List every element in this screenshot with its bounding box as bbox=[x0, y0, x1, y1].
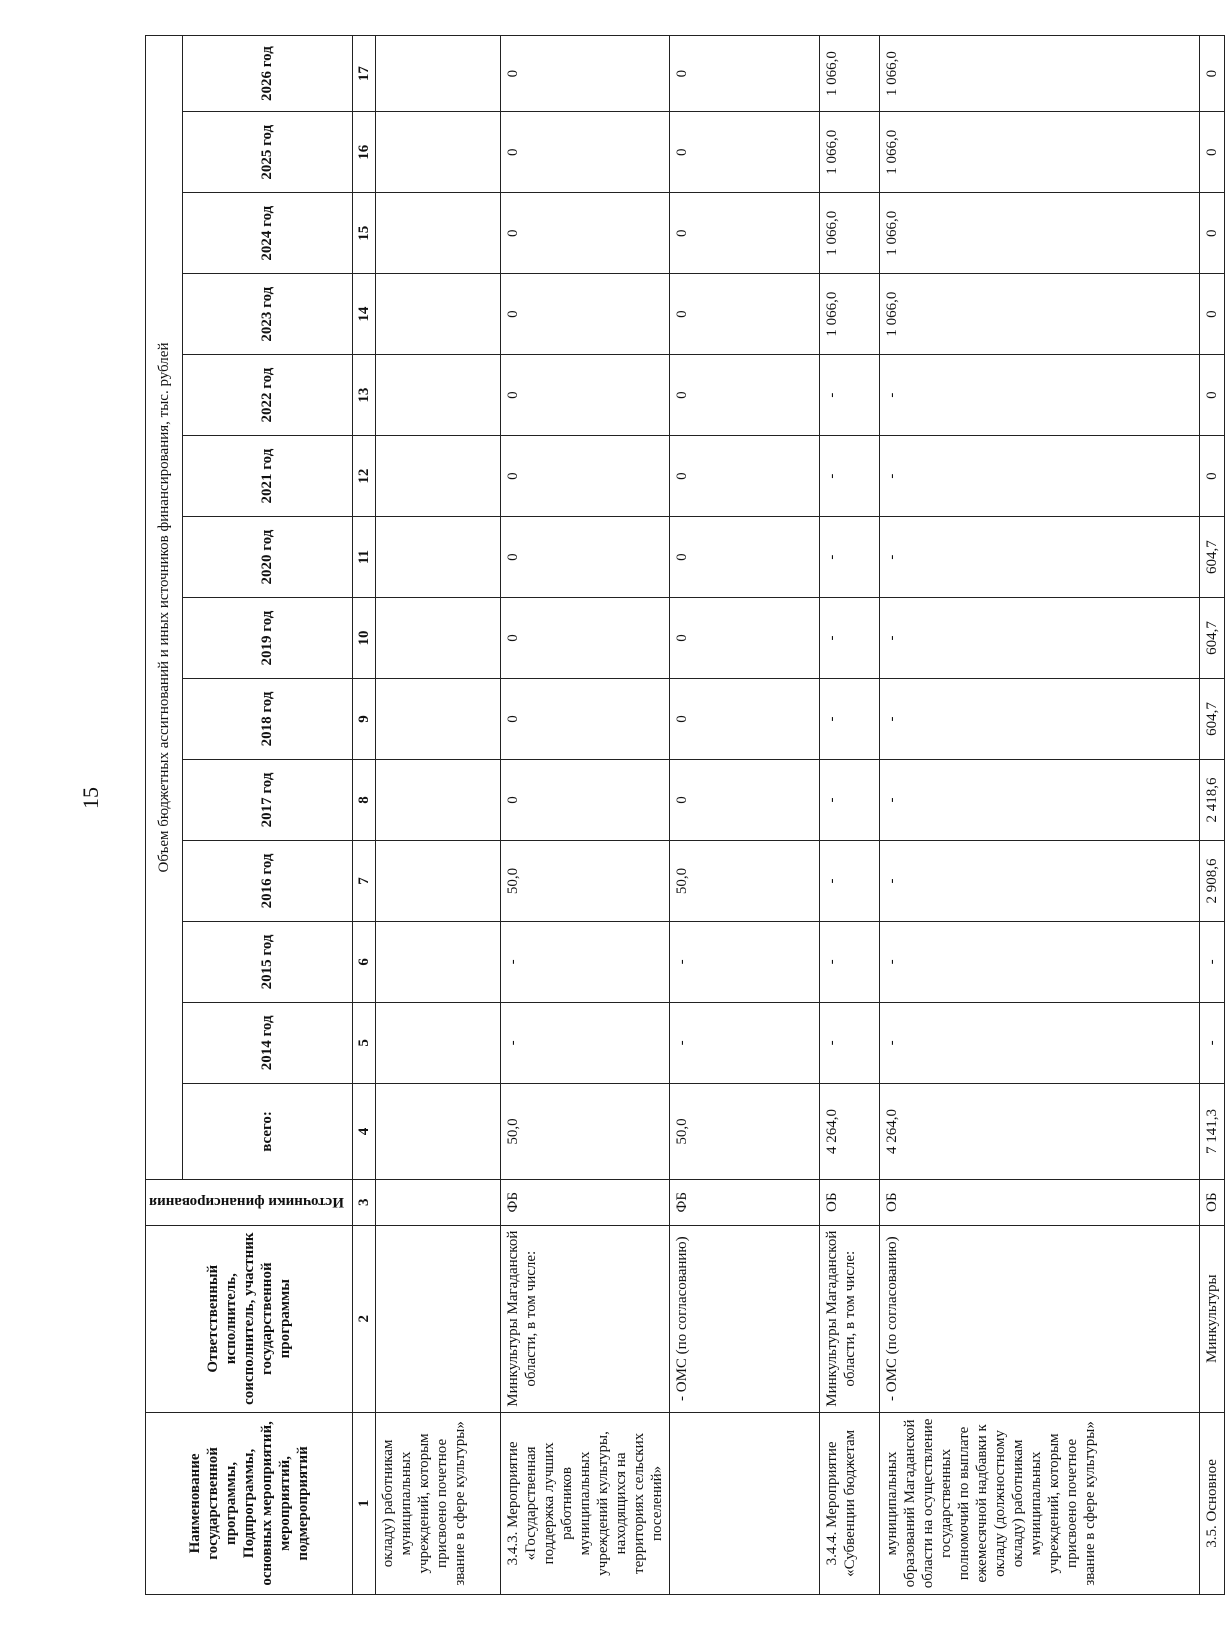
table-row bbox=[375, 36, 500, 1595]
row-year-value: 0 bbox=[500, 517, 669, 598]
column-number: 13 bbox=[352, 355, 375, 436]
header-year: 2023 год bbox=[182, 274, 352, 355]
row-total-value bbox=[375, 1083, 500, 1179]
row-name: 3.4.3. Мероприятие «Государственная поддержка лучших работников муниципальных учреждений культуры, находящихся на территориях сельских поселений» bbox=[500, 1412, 669, 1594]
column-number: 2 bbox=[352, 1225, 375, 1412]
row-name: муниципальных образований Магаданской области на осуществление государственных полномочий по выплате ежемесячной надбавки к окладу (должностному окладу) работникам муниципальных учреждений, которым присвоено почетное звание в сфере культуры» bbox=[879, 1412, 1199, 1594]
financing-table-container bbox=[145, 35, 1220, 1595]
header-source bbox=[146, 1180, 353, 1226]
row-year-value bbox=[375, 517, 500, 598]
row-year-value: - bbox=[1199, 921, 1224, 1002]
row-year-value: 0 bbox=[500, 679, 669, 760]
row-year-value: - bbox=[879, 1002, 1199, 1083]
row-executor: Минкультуры bbox=[1199, 1225, 1224, 1412]
row-year-value: 1 066,0 bbox=[879, 274, 1199, 355]
row-year-value: 0 bbox=[1199, 355, 1224, 436]
header-year: 2015 год bbox=[182, 921, 352, 1002]
column-number: 17 bbox=[352, 36, 375, 112]
header-source-label: Источники финансирования bbox=[149, 1194, 344, 1211]
column-number: 7 bbox=[352, 840, 375, 921]
column-number: 15 bbox=[352, 193, 375, 274]
row-total-value: 50,0 bbox=[500, 1083, 669, 1179]
row-year-value: 0 bbox=[1199, 436, 1224, 517]
row-year-value: 0 bbox=[500, 112, 669, 193]
row-executor: Минкультуры Магаданской области, в том числе: bbox=[819, 1225, 879, 1412]
row-year-value: 0 bbox=[669, 517, 819, 598]
row-name: 3.5. Основное bbox=[1199, 1412, 1224, 1594]
row-year-value: 1 066,0 bbox=[819, 193, 879, 274]
column-number: 9 bbox=[352, 679, 375, 760]
row-year-value: 0 bbox=[500, 436, 669, 517]
row-year-value: 1 066,0 bbox=[819, 112, 879, 193]
financing-table bbox=[145, 35, 1225, 1595]
row-executor: - ОМС (по согласованию) bbox=[669, 1225, 819, 1412]
row-year-value: 2 418,6 bbox=[1199, 759, 1224, 840]
row-year-value: 0 bbox=[500, 598, 669, 679]
row-year-value: 0 bbox=[500, 193, 669, 274]
row-year-value bbox=[375, 598, 500, 679]
row-executor: - ОМС (по согласованию) bbox=[879, 1225, 1199, 1412]
row-year-value: - bbox=[819, 1002, 879, 1083]
row-year-value: 604,7 bbox=[1199, 517, 1224, 598]
table-row bbox=[669, 36, 819, 1595]
row-executor: Минкультуры Магаданской области, в том числе: bbox=[500, 1225, 669, 1412]
row-year-value: - bbox=[819, 921, 879, 1002]
row-year-value: 0 bbox=[669, 679, 819, 760]
row-year-value: - bbox=[500, 1002, 669, 1083]
row-year-value: - bbox=[879, 436, 1199, 517]
row-year-value: 1 066,0 bbox=[879, 112, 1199, 193]
table-row bbox=[819, 36, 879, 1595]
header-name: Наименование государственной программы, Подпрограммы, основных мероприятий, мероприятий, подмероприятий bbox=[146, 1412, 353, 1594]
header-year: 2016 год bbox=[182, 840, 352, 921]
row-year-value bbox=[375, 193, 500, 274]
row-year-value: - bbox=[669, 1002, 819, 1083]
row-source: ОБ bbox=[879, 1180, 1199, 1226]
row-year-value: 0 bbox=[500, 274, 669, 355]
column-number: 4 bbox=[352, 1083, 375, 1179]
row-year-value: 0 bbox=[500, 759, 669, 840]
table-body bbox=[375, 36, 1224, 1595]
row-total-value: 7 141,3 bbox=[1199, 1083, 1224, 1179]
row-year-value: 0 bbox=[669, 112, 819, 193]
row-year-value: 50,0 bbox=[500, 840, 669, 921]
row-year-value: - bbox=[819, 679, 879, 760]
header-volume: Объем бюджетных ассигнований и иных источников финансирования, тыс. рублей bbox=[146, 36, 183, 1180]
row-year-value: 0 bbox=[669, 598, 819, 679]
row-year-value: 50,0 bbox=[669, 840, 819, 921]
row-year-value bbox=[375, 274, 500, 355]
row-source: ОБ bbox=[819, 1180, 879, 1226]
table-row bbox=[1199, 36, 1224, 1595]
row-source: ОБ bbox=[1199, 1180, 1224, 1226]
row-year-value bbox=[375, 921, 500, 1002]
header-year: 2024 год bbox=[182, 193, 352, 274]
row-year-value: - bbox=[879, 355, 1199, 436]
column-number: 6 bbox=[352, 921, 375, 1002]
table-row bbox=[879, 36, 1199, 1595]
row-name: 3.4.4. Мероприятие «Субвенции бюджетам bbox=[819, 1412, 879, 1594]
row-year-value: - bbox=[819, 840, 879, 921]
column-number: 1 bbox=[352, 1412, 375, 1594]
header-total: всего: bbox=[182, 1083, 352, 1179]
row-year-value: 0 bbox=[669, 193, 819, 274]
row-year-value: 1 066,0 bbox=[879, 36, 1199, 112]
column-number: 16 bbox=[352, 112, 375, 193]
header-year: 2020 год bbox=[182, 517, 352, 598]
row-year-value: - bbox=[819, 517, 879, 598]
row-year-value: 0 bbox=[1199, 274, 1224, 355]
row-source bbox=[375, 1180, 500, 1226]
column-number-row bbox=[352, 36, 375, 1595]
row-year-value: 1 066,0 bbox=[819, 274, 879, 355]
column-number: 10 bbox=[352, 598, 375, 679]
row-year-value bbox=[375, 759, 500, 840]
row-total-value: 4 264,0 bbox=[879, 1083, 1199, 1179]
row-year-value: 0 bbox=[1199, 193, 1224, 274]
row-year-value: 0 bbox=[669, 436, 819, 517]
row-total-value: 50,0 bbox=[669, 1083, 819, 1179]
row-year-value: 0 bbox=[1199, 112, 1224, 193]
row-year-value bbox=[375, 679, 500, 760]
header-year: 2014 год bbox=[182, 1002, 352, 1083]
row-year-value: 2 908,6 bbox=[1199, 840, 1224, 921]
column-number: 3 bbox=[352, 1180, 375, 1226]
row-year-value: 0 bbox=[669, 274, 819, 355]
row-year-value: - bbox=[819, 759, 879, 840]
header-executor: Ответственный исполнитель, соисполнитель, участник государственной программы bbox=[146, 1225, 353, 1412]
column-number: 5 bbox=[352, 1002, 375, 1083]
row-year-value: 0 bbox=[669, 36, 819, 112]
header-year: 2026 год bbox=[182, 36, 352, 112]
row-year-value: - bbox=[819, 355, 879, 436]
row-total-value: 4 264,0 bbox=[819, 1083, 879, 1179]
row-year-value: - bbox=[819, 598, 879, 679]
row-year-value: - bbox=[879, 679, 1199, 760]
row-name bbox=[669, 1412, 819, 1594]
row-year-value bbox=[375, 355, 500, 436]
column-number: 14 bbox=[352, 274, 375, 355]
header-year: 2025 год bbox=[182, 112, 352, 193]
row-year-value: - bbox=[819, 436, 879, 517]
row-year-value: - bbox=[879, 921, 1199, 1002]
row-year-value: - bbox=[879, 598, 1199, 679]
row-year-value bbox=[375, 1002, 500, 1083]
header-year: 2019 год bbox=[182, 598, 352, 679]
page-number: 15 bbox=[78, 787, 103, 809]
row-name: окладу) работникам муниципальных учреждений, которым присвоено почетное звание в сфере культуры» bbox=[375, 1412, 500, 1594]
column-number: 11 bbox=[352, 517, 375, 598]
column-number: 12 bbox=[352, 436, 375, 517]
row-year-value: 0 bbox=[500, 355, 669, 436]
header-year: 2018 год bbox=[182, 679, 352, 760]
header-year: 2021 год bbox=[182, 436, 352, 517]
row-year-value: - bbox=[669, 921, 819, 1002]
header-year: 2022 год bbox=[182, 355, 352, 436]
row-year-value bbox=[375, 36, 500, 112]
row-year-value: - bbox=[500, 921, 669, 1002]
row-source: ФБ bbox=[500, 1180, 669, 1226]
row-year-value: - bbox=[879, 517, 1199, 598]
row-year-value: 0 bbox=[669, 355, 819, 436]
row-year-value bbox=[375, 840, 500, 921]
row-year-value: 0 bbox=[1199, 36, 1224, 112]
row-year-value: 1 066,0 bbox=[819, 36, 879, 112]
row-year-value: 1 066,0 bbox=[879, 193, 1199, 274]
row-source: ФБ bbox=[669, 1180, 819, 1226]
row-year-value: 0 bbox=[500, 36, 669, 112]
table-row bbox=[500, 36, 669, 1595]
row-year-value: 604,7 bbox=[1199, 679, 1224, 760]
row-year-value: - bbox=[879, 759, 1199, 840]
column-number: 8 bbox=[352, 759, 375, 840]
header-year: 2017 год bbox=[182, 759, 352, 840]
row-year-value bbox=[375, 436, 500, 517]
row-year-value: - bbox=[1199, 1002, 1224, 1083]
row-year-value bbox=[375, 112, 500, 193]
row-executor bbox=[375, 1225, 500, 1412]
row-year-value: 604,7 bbox=[1199, 598, 1224, 679]
row-year-value: - bbox=[879, 840, 1199, 921]
row-year-value: 0 bbox=[669, 759, 819, 840]
